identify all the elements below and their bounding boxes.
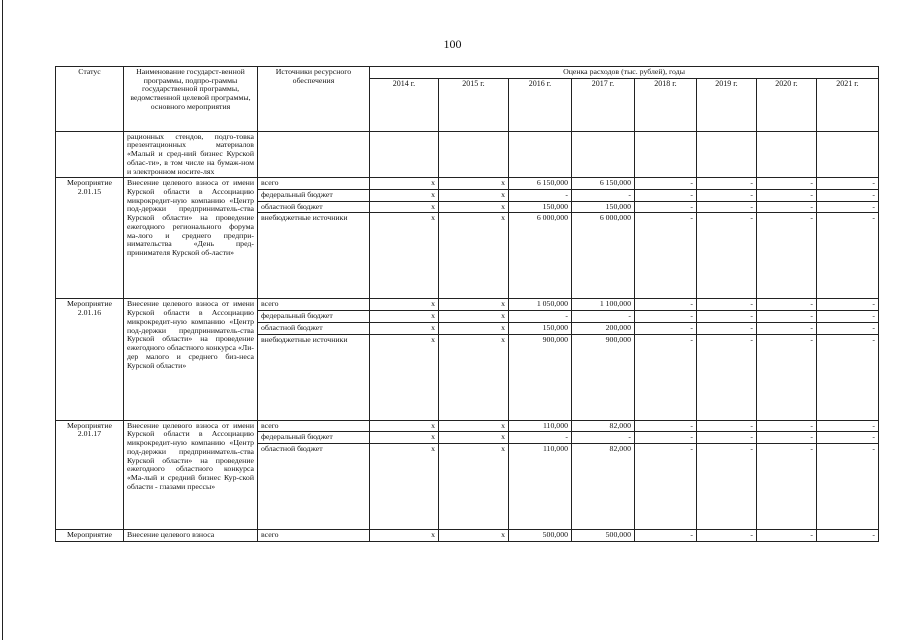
value-cell: x [439,213,509,299]
value-cell: - [757,334,817,420]
empty-cell [258,131,370,178]
value-cell: 500,000 [509,530,572,542]
value-cell: - [509,311,572,323]
header-year: 2018 г. [635,78,697,131]
source-cell: федеральный бюджет [258,190,370,202]
value-cell: x [370,322,439,334]
value-cell: - [635,311,697,323]
value-cell: - [635,444,697,530]
source-cell: всего [258,299,370,311]
continuation-row [56,131,879,178]
empty-cell [635,131,697,178]
value-cell: - [572,190,635,202]
value-cell: - [757,299,817,311]
value-cell: - [572,432,635,444]
value-cell: - [635,178,697,190]
source-cell: всего [258,178,370,190]
value-cell: - [817,201,879,213]
header-row [56,67,879,79]
source-cell: областной бюджет [258,444,370,530]
value-cell: 110,000 [509,420,572,432]
value-cell: x [439,299,509,311]
value-cell: x [370,444,439,530]
value-cell: 1 050,000 [509,299,572,311]
value-cell: x [370,190,439,202]
table-row [56,299,879,311]
value-cell: x [439,432,509,444]
source-cell: областной бюджет [258,201,370,213]
header-year: 2014 г. [370,78,439,131]
value-cell: - [635,299,697,311]
source-cell: внебюджетные источники [258,334,370,420]
value-cell: 82,000 [572,420,635,432]
value-cell: - [697,201,757,213]
value-cell: x [439,201,509,213]
value-cell: - [635,334,697,420]
value-cell: - [697,299,757,311]
value-cell: - [817,299,879,311]
empty-cell [817,131,879,178]
left-border-line [2,0,3,640]
value-cell: x [439,530,509,542]
value-cell: - [635,213,697,299]
table-row [56,420,879,432]
value-cell: - [757,530,817,542]
value-cell: - [757,213,817,299]
value-cell: x [439,444,509,530]
source-cell: внебюджетные источники [258,213,370,299]
value-cell: - [697,420,757,432]
value-cell: x [370,178,439,190]
source-cell: федеральный бюджет [258,432,370,444]
value-cell: - [757,444,817,530]
value-cell: - [817,432,879,444]
value-cell: - [817,530,879,542]
value-cell: - [817,190,879,202]
value-cell: x [370,432,439,444]
measure-name: Внесение целевого взноса [124,530,258,542]
value-cell: 6 000,000 [509,213,572,299]
value-cell: 150,000 [509,322,572,334]
value-cell: x [370,299,439,311]
empty-cell [439,131,509,178]
value-cell: - [697,334,757,420]
source-cell: областной бюджет [258,322,370,334]
empty-cell [56,131,124,178]
value-cell: - [697,311,757,323]
header-status: Статус [56,67,124,132]
measure-status: Мероприятие 2.01.16 [56,299,124,420]
table-body [56,131,879,541]
value-cell: - [572,311,635,323]
continuation-text: рационных стендов, подго-товка презентационных материалов «Малый и сред-ний бизнес Курской облас-ти», в том числе на бумаж-ном и электронном носите-лях [124,131,258,178]
value-cell: x [439,190,509,202]
value-cell: 6 150,000 [509,178,572,190]
header-year: 2021 г. [817,78,879,131]
value-cell: x [370,420,439,432]
header-year: 2019 г. [697,78,757,131]
measure-status: Мероприятие [56,530,124,542]
header-year: 2020 г. [757,78,817,131]
empty-cell [572,131,635,178]
value-cell: - [817,444,879,530]
value-cell: - [697,530,757,542]
value-cell: - [635,201,697,213]
empty-cell [370,131,439,178]
measure-status: Мероприятие 2.01.17 [56,420,124,529]
header-year: 2017 г. [572,78,635,131]
value-cell: - [635,322,697,334]
value-cell: - [817,322,879,334]
value-cell: - [757,432,817,444]
value-cell: 6 000,000 [572,213,635,299]
value-cell: x [370,334,439,420]
value-cell: 900,000 [509,334,572,420]
value-cell: - [757,322,817,334]
value-cell: 110,000 [509,444,572,530]
value-cell: - [817,178,879,190]
header-estimate: Оценка расходов (тыс. рублей), годы [370,67,879,79]
page-number: 100 [443,37,462,51]
empty-cell [509,131,572,178]
measure-name: Внесение целевого взноса от имени Курской области в Ассоциацию микрокредит-ную компанию «Центр под-держки предприниматель-ства Курской области» на проведение ежегодного регионального форума ма-лого и среднего предпри-нимательства «День пред-принимателя Курской об-ласти» [124,178,258,299]
value-cell: 900,000 [572,334,635,420]
source-cell: всего [258,530,370,542]
value-cell: - [635,530,697,542]
value-cell: x [439,311,509,323]
measure-name: Внесение целевого взноса от имени Курской области в Ассоциацию микрокредит-ную компанию «Центр под-держки предприниматель-ства Курской области» на проведение ежегодного областного конкурса «Ма-лый и средний бизнес Кур-ской области - глазами прессы» [124,420,258,529]
header-year: 2016 г. [509,78,572,131]
value-cell: 150,000 [509,201,572,213]
value-cell: - [757,201,817,213]
value-cell: - [697,190,757,202]
source-cell: всего [258,420,370,432]
value-cell: - [697,444,757,530]
value-cell: - [697,432,757,444]
table-row [56,178,879,190]
value-cell: - [757,311,817,323]
value-cell: - [757,178,817,190]
value-cell: - [635,420,697,432]
value-cell: x [439,178,509,190]
table-row [56,530,879,542]
value-cell: - [697,322,757,334]
value-cell: 82,000 [572,444,635,530]
header-sources: Источники ресурсного обеспечения [258,67,370,132]
measure-status: Мероприятие 2.01.15 [56,178,124,299]
value-cell: x [370,530,439,542]
value-cell: - [635,432,697,444]
value-cell: x [370,201,439,213]
value-cell: x [439,420,509,432]
expenses-table [55,66,879,542]
value-cell: - [509,432,572,444]
header-name: Наименование государст-венной программы, подпро-граммы государственной программы, ведомственной целевой программы, основного мероприятия [124,67,258,132]
value-cell: - [817,311,879,323]
value-cell: - [509,190,572,202]
empty-cell [697,131,757,178]
value-cell: - [697,213,757,299]
header-year: 2015 г. [439,78,509,131]
value-cell: 150,000 [572,201,635,213]
value-cell: - [757,190,817,202]
value-cell: - [697,178,757,190]
value-cell: x [370,311,439,323]
value-cell: 6 150,000 [572,178,635,190]
value-cell: - [817,213,879,299]
value-cell: - [757,420,817,432]
value-cell: x [439,322,509,334]
value-cell: - [817,334,879,420]
value-cell: x [439,334,509,420]
measure-name: Внесение целевого взноса от имени Курской области в Ассоциацию микрокредит-ную компанию «Центр под-держки предприниматель-ства Курской области» на проведение ежегодного областного конкурса «Ли-дер малого и среднего биз-неса Курской области» [124,299,258,420]
value-cell: 200,000 [572,322,635,334]
value-cell: x [370,213,439,299]
empty-cell [757,131,817,178]
value-cell: 500,000 [572,530,635,542]
value-cell: - [817,420,879,432]
value-cell: - [635,190,697,202]
source-cell: федеральный бюджет [258,311,370,323]
value-cell: 1 100,000 [572,299,635,311]
